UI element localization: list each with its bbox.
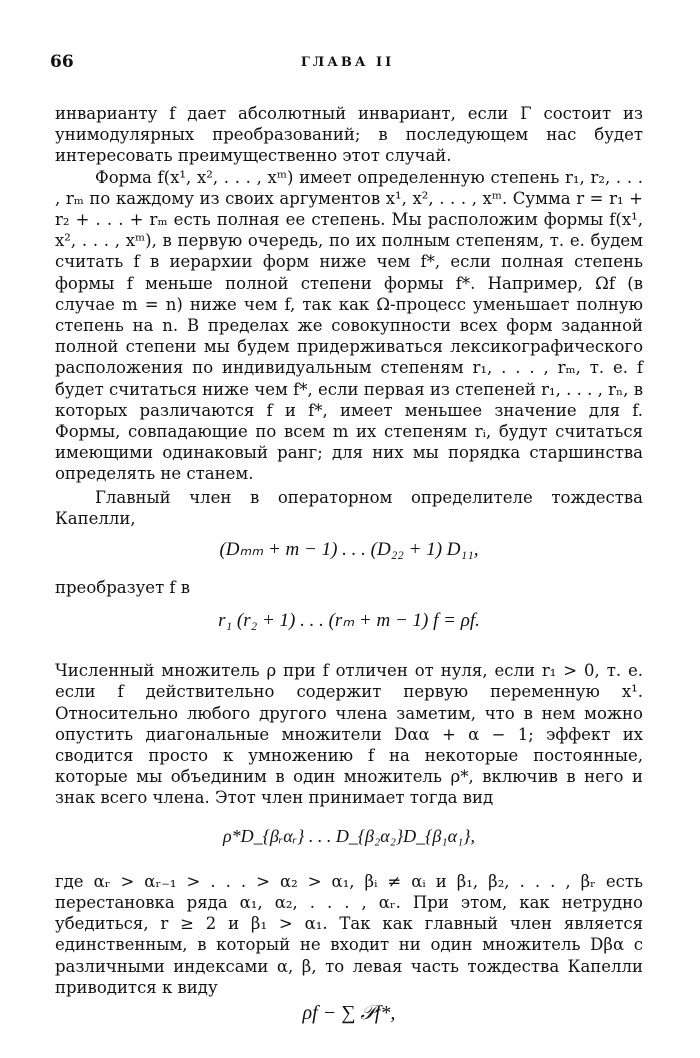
formula-operator-determinant: (Dₘₘ + m − 1) . . . (D₂₂ + 1) D₁₁, bbox=[219, 539, 479, 561]
chapter-title: ГЛАВА II bbox=[300, 55, 395, 70]
paragraph-capelli-main-term: Главный член в операторном определителе тождества Капелли, bbox=[55, 487, 643, 528]
paragraph-form-degrees: Форма f(x¹, x², . . . , xᵐ) имеет определенную степень r₁, r₂, . . . , rₘ по каждому из своих аргументов x¹, x², . . . , xᵐ. Сумма r = r₁ + r₂ + . . . + rₘ есть полная ее степень. Мы расположим формы f(x¹, x², . . . , xᵐ), в первую очередь, по их полным степеням, т. е. будем считать f в иерархии форм ниже чем f*, если полная степень формы f меньше полной степени формы f*. Например, Ωf (в случае m = n) ниже чем f, так как Ω-процесс уменьшает полную степень на n. В пределах же совокупности всех форм заданной полной степени мы будем придерживаться лексикографического расположения по индивидуальным степеням r₁, . . . , rₘ, т. е. f будет считаться ниже чем f*, если первая из степеней r₁, . . . , rₙ, в которых различаются f и f*, имеет меньшее значение для f. Формы, совпадающие по всем m их степеням rᵢ, будут считаться имеющими одинаковый ранг; для них мы порядка старшинства определять не станем. bbox=[55, 167, 643, 484]
paragraph-permutation: где αᵣ > αᵣ₋₁ > . . . > α₂ > α₁, βᵢ ≠ αᵢ и β₁, β₂, . . . , βᵣ есть перестановка ряда α₁, α₂, . . . , αᵣ. При этом, как нетрудно убедиться, r ≥ 2 и β₁ > α₁. Так как главный член является единственным, в который не входит ни один множитель Dβα с различными индексами α, β, то левая часть тождества Капелли приводится к виду bbox=[55, 871, 643, 997]
paragraph-transforms: преобразует f в bbox=[55, 578, 191, 598]
page-number: 66 bbox=[50, 52, 74, 72]
formula-rho-f: r₁ (r₂ + 1) . . . (rₘ + m − 1) f = ρf. bbox=[218, 610, 480, 632]
page-header bbox=[50, 52, 645, 80]
formula-reduced-left-side: ρf − ∑ 𝒫f*, bbox=[302, 1001, 396, 1024]
paragraph-numeric-factor: Численный множитель ρ при f отличен от нуля, если r₁ > 0, т. е. если f действительно содержит первую переменную x¹. Относительно любого другого члена заметим, что в нем можно опустить диагональные множители Dαα + α − 1; эффект их сводится просто к умножению f на некоторые постоянные, которые мы объединим в один множитель ρ*, включив в него и знак всего члена. Этот член принимает тогда вид bbox=[55, 661, 643, 808]
paragraph-invariant: инварианту f дает абсолютный инвариант, если Γ состоит из унимодулярных преобразований; в последующем нас будет интересовать преимущественно этот случай. bbox=[55, 104, 643, 166]
page-body bbox=[55, 103, 643, 1026]
formula-term-product: ρ*D_{βᵣαᵣ} . . . D_{β₂α₂}D_{β₁α₁}, bbox=[223, 825, 475, 846]
